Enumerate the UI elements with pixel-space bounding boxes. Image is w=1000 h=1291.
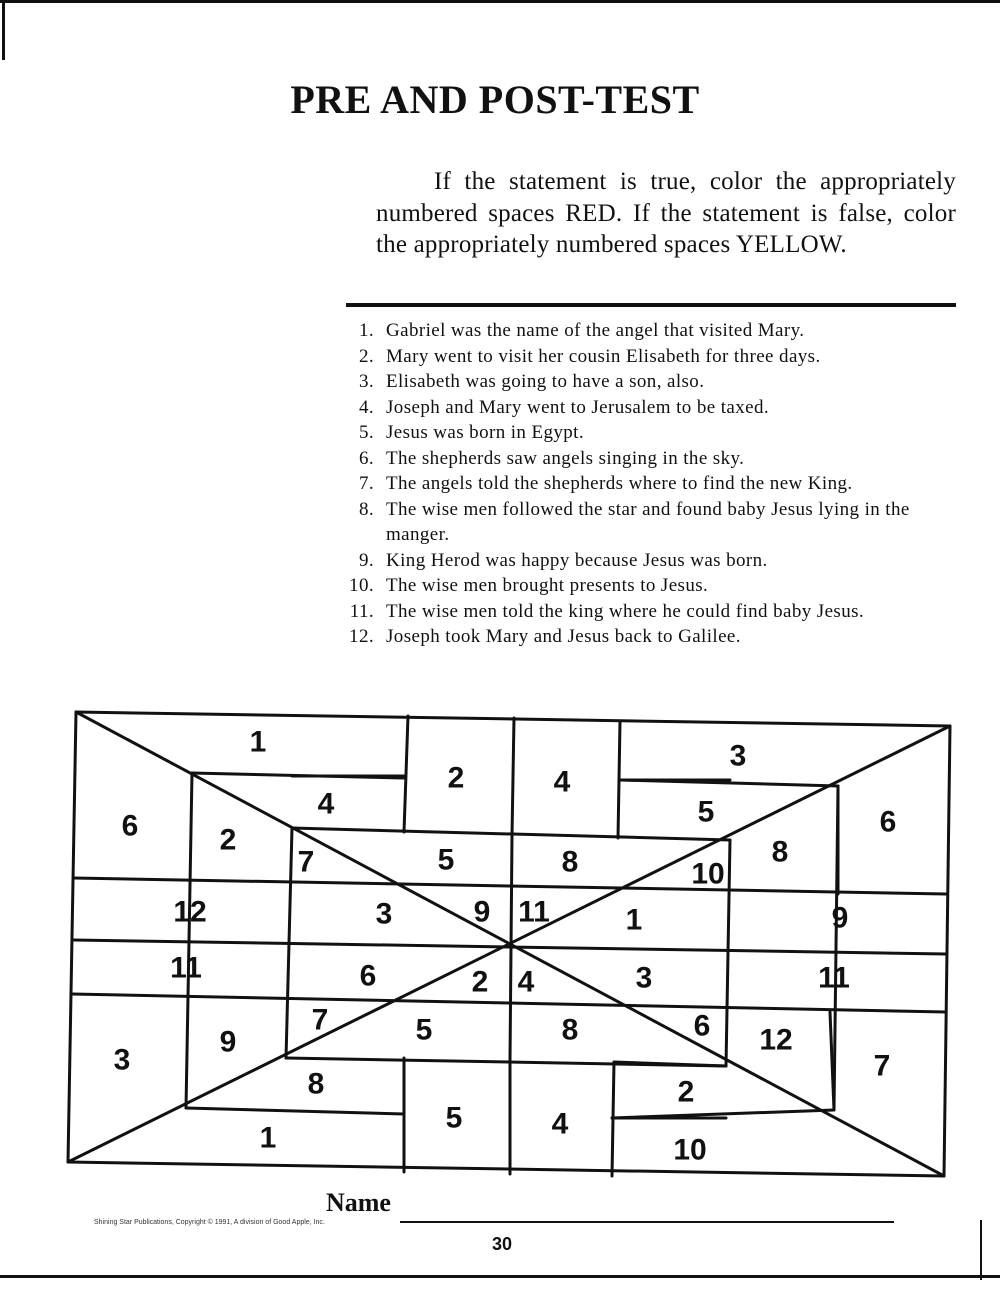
region-number: 10 bbox=[673, 1133, 707, 1167]
region-number: 6 bbox=[879, 805, 897, 839]
region-number: 11 bbox=[170, 951, 202, 985]
region-number: 2 bbox=[219, 823, 237, 857]
region-number: 5 bbox=[437, 843, 455, 877]
instructions: If the statement is true, color the appropriately numbered spaces RED. If the statement is false, color the appropriately numbered spaces YELLOW. bbox=[376, 168, 956, 258]
question-number: 10. bbox=[349, 575, 374, 596]
region-number: 5 bbox=[415, 1013, 433, 1047]
question-text: The angels told the shepherds where to find the new King. bbox=[386, 473, 853, 494]
region-number: 7 bbox=[873, 1049, 891, 1083]
question-text: The wise men brought presents to Jesus. bbox=[386, 575, 709, 596]
question-text: Elisabeth was going to have a son, also. bbox=[386, 371, 705, 392]
question-number: 4. bbox=[358, 396, 374, 418]
region-number: 2 bbox=[471, 965, 489, 999]
region-number: 5 bbox=[445, 1101, 463, 1135]
region-number: 6 bbox=[121, 809, 139, 843]
region-number: 1 bbox=[625, 903, 643, 937]
region-number: 8 bbox=[561, 1013, 579, 1047]
name-label: Name bbox=[326, 1188, 391, 1217]
question-text: Joseph took Mary and Jesus back to Galilee. bbox=[386, 626, 741, 647]
question-number: 1. bbox=[358, 320, 374, 341]
region-number: 5 bbox=[697, 795, 715, 829]
region-number: 12 bbox=[759, 1023, 793, 1057]
region-number: 11 bbox=[818, 961, 850, 995]
region-number: 7 bbox=[297, 845, 315, 879]
region-number: 3 bbox=[635, 961, 653, 995]
question-text: The wise men followed the star and found baby Jesus lying in the manger. bbox=[386, 498, 910, 545]
question-text: Jesus was born in Egypt. bbox=[386, 422, 585, 443]
region-number: 2 bbox=[677, 1075, 695, 1109]
region-number: 9 bbox=[219, 1025, 237, 1059]
copyright-text: Shining Star Publications, Copyright © 1991, A division of Good Apple, Inc. bbox=[94, 1219, 325, 1226]
question-text: Joseph and Mary went to Jerusalem to be taxed. bbox=[386, 396, 769, 418]
region-number: 6 bbox=[693, 1009, 711, 1043]
region-number: 3 bbox=[729, 739, 747, 773]
page-title: PRE AND POST-TEST bbox=[290, 77, 700, 122]
region-number: 2 bbox=[447, 761, 465, 795]
region-number: 8 bbox=[771, 835, 789, 869]
region-number: 8 bbox=[561, 845, 579, 879]
region-number: 8 bbox=[307, 1067, 325, 1101]
question-text: Gabriel was the name of the angel that visited Mary. bbox=[386, 320, 805, 341]
region-number: 7 bbox=[311, 1003, 329, 1037]
question-number: 5. bbox=[358, 422, 374, 443]
question-number: 2. bbox=[358, 345, 374, 367]
question-number: 11. bbox=[349, 600, 374, 622]
question-number: 7. bbox=[358, 473, 374, 494]
region-number: 1 bbox=[259, 1121, 277, 1155]
region-number: 10 bbox=[691, 857, 725, 891]
region-number: 9 bbox=[831, 901, 849, 935]
region-number: 4 bbox=[317, 787, 335, 821]
question-text: King Herod was happy because Jesus was born. bbox=[386, 549, 768, 571]
question-text: The shepherds saw angels singing in the sky. bbox=[386, 447, 745, 469]
region-number: 4 bbox=[517, 965, 535, 999]
region-number: 3 bbox=[113, 1043, 131, 1077]
name-line[interactable] bbox=[400, 1221, 894, 1223]
region-number: 12 bbox=[173, 895, 207, 929]
region-number: 6 bbox=[359, 959, 377, 993]
question-text: Mary went to visit her cousin Elisabeth for three days. bbox=[386, 345, 821, 367]
region-number: 11 bbox=[518, 895, 550, 929]
question-number: 12. bbox=[349, 626, 374, 647]
question-number: 3. bbox=[358, 371, 374, 392]
question-number: 6. bbox=[358, 447, 374, 469]
region-number: 1 bbox=[249, 725, 267, 759]
page-number: 30 bbox=[491, 1234, 513, 1254]
region-number: 9 bbox=[473, 895, 491, 929]
question-number: 8. bbox=[358, 498, 374, 520]
question-number: 9. bbox=[358, 549, 374, 571]
region-number: 4 bbox=[551, 1107, 569, 1141]
question-text: The wise men told the king where he could find baby Jesus. bbox=[386, 600, 865, 622]
region-number: 4 bbox=[553, 765, 571, 799]
puzzle-lines bbox=[68, 712, 950, 1176]
region-number: 3 bbox=[375, 897, 393, 931]
